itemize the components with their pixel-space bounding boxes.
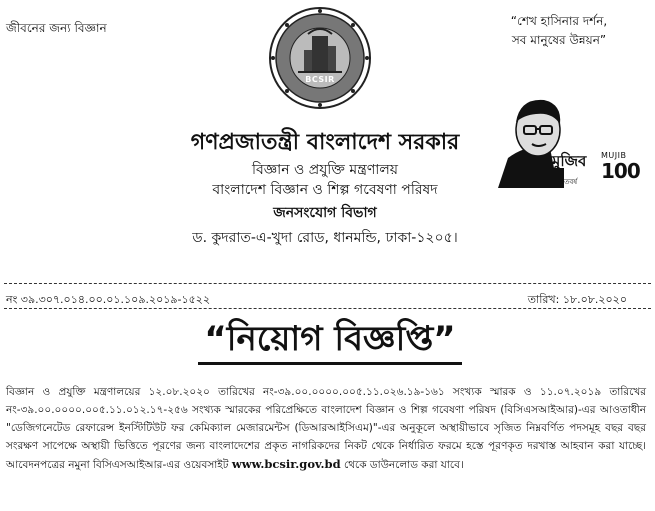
government-title: গণপ্রজাতন্ত্রী বাংলাদেশ সরকার [190,130,460,155]
notice-body-text: বিজ্ঞান ও প্রযুক্তি মন্ত্রণালয়ের ১২.০৮.২০২০ তারিখের নং-৩৯.০০.০০০০.০০৫.১১.০২৬.১৯-১৬১ সংখ্যক স্মারক ও ১১.০৭.২০১৯ তারিখের নং-৩৯.০০.০০০০.০০৫.১১.০১২.১৭-২৫৬ সংখ্যক স্মারকের পরিপ্রেক্ষিতে বাংলাদেশ বিজ্ঞান ও শিল্প গবেষণা পরিষদ (বিসিএসআইআর)-এর আওতাধীন "ডেজিগনেটেড রেফারেন্স ইনস্টিটিউট ফর কেমিক্যাল মেজারমেন্টস (ডিআরআইসিএম)"-এর অনুকূলে অস্থায়ীভাবে সৃজিত নিম্নবর্ণিত পদসমূহ বছর বছর সংরক্ষণ সাপেক্ষে অস্থায়ী ভিত্তিতে পূরণের জন্য বাংলাদেশের প্রকৃত নাগরিকদের নিকট থেকে নির্ধারিত ফরমে হস্তে পূরণকৃত দরখাস্ত আহবান করা যাচ্ছে। আবেদনপত্রের নমুনা বিসিএসআইআর-এর ওয়েবসাইট [6,386,646,471]
mujib-latin-text: MUJIB [601,151,627,160]
quote-line-1: “শেখ হাসিনার দর্শন, [510,14,608,28]
notice-body [6,383,646,474]
office-address: ড. কুদরাত-এ-খুদা রোড, ধানমন্ডি, ঢাকা-১২০৫। [192,230,458,246]
divider-top [4,283,651,284]
mujib-logotype: মুজিব [552,152,587,170]
bcsir-seal-logo [268,6,372,110]
motto-text: জীবনের জন্য বিজ্ঞান [6,21,107,35]
notice-body-ending: থেকে ডাউনলোড করা যাবে। [343,459,464,471]
memo-number: নং ৩৯.৩০৭.০১৪.০০.০১.১০৯.২০১৯-১৫২২ [6,293,211,306]
notice-title-text: “নিয়োগ বিজ্ঞপ্তি” [198,316,461,365]
seal-caption: BCSIR [305,75,335,84]
letterhead [110,128,540,249]
mujib-subtitle: শতবর্ষ [560,178,578,186]
divider-bottom [4,308,651,309]
memo-date: তারিখ: ১৮.০৮.২০২০ [527,293,627,306]
mujib-100-text: 100 [601,159,640,183]
division-name: জনসংযোগ বিভাগ [273,205,377,221]
website-link[interactable]: www.bcsir.gov.bd [231,457,341,471]
council-name: বাংলাদেশ বিজ্ঞান ও শিল্প গবেষণা পরিষদ [212,182,438,198]
ministry-name: বিজ্ঞান ও প্রযুক্তি মন্ত্রণালয় [251,162,399,178]
notice-title [150,316,510,362]
quote-line-2: সব মানুষের উন্নয়ন” [511,33,607,47]
quote-block [476,12,642,50]
